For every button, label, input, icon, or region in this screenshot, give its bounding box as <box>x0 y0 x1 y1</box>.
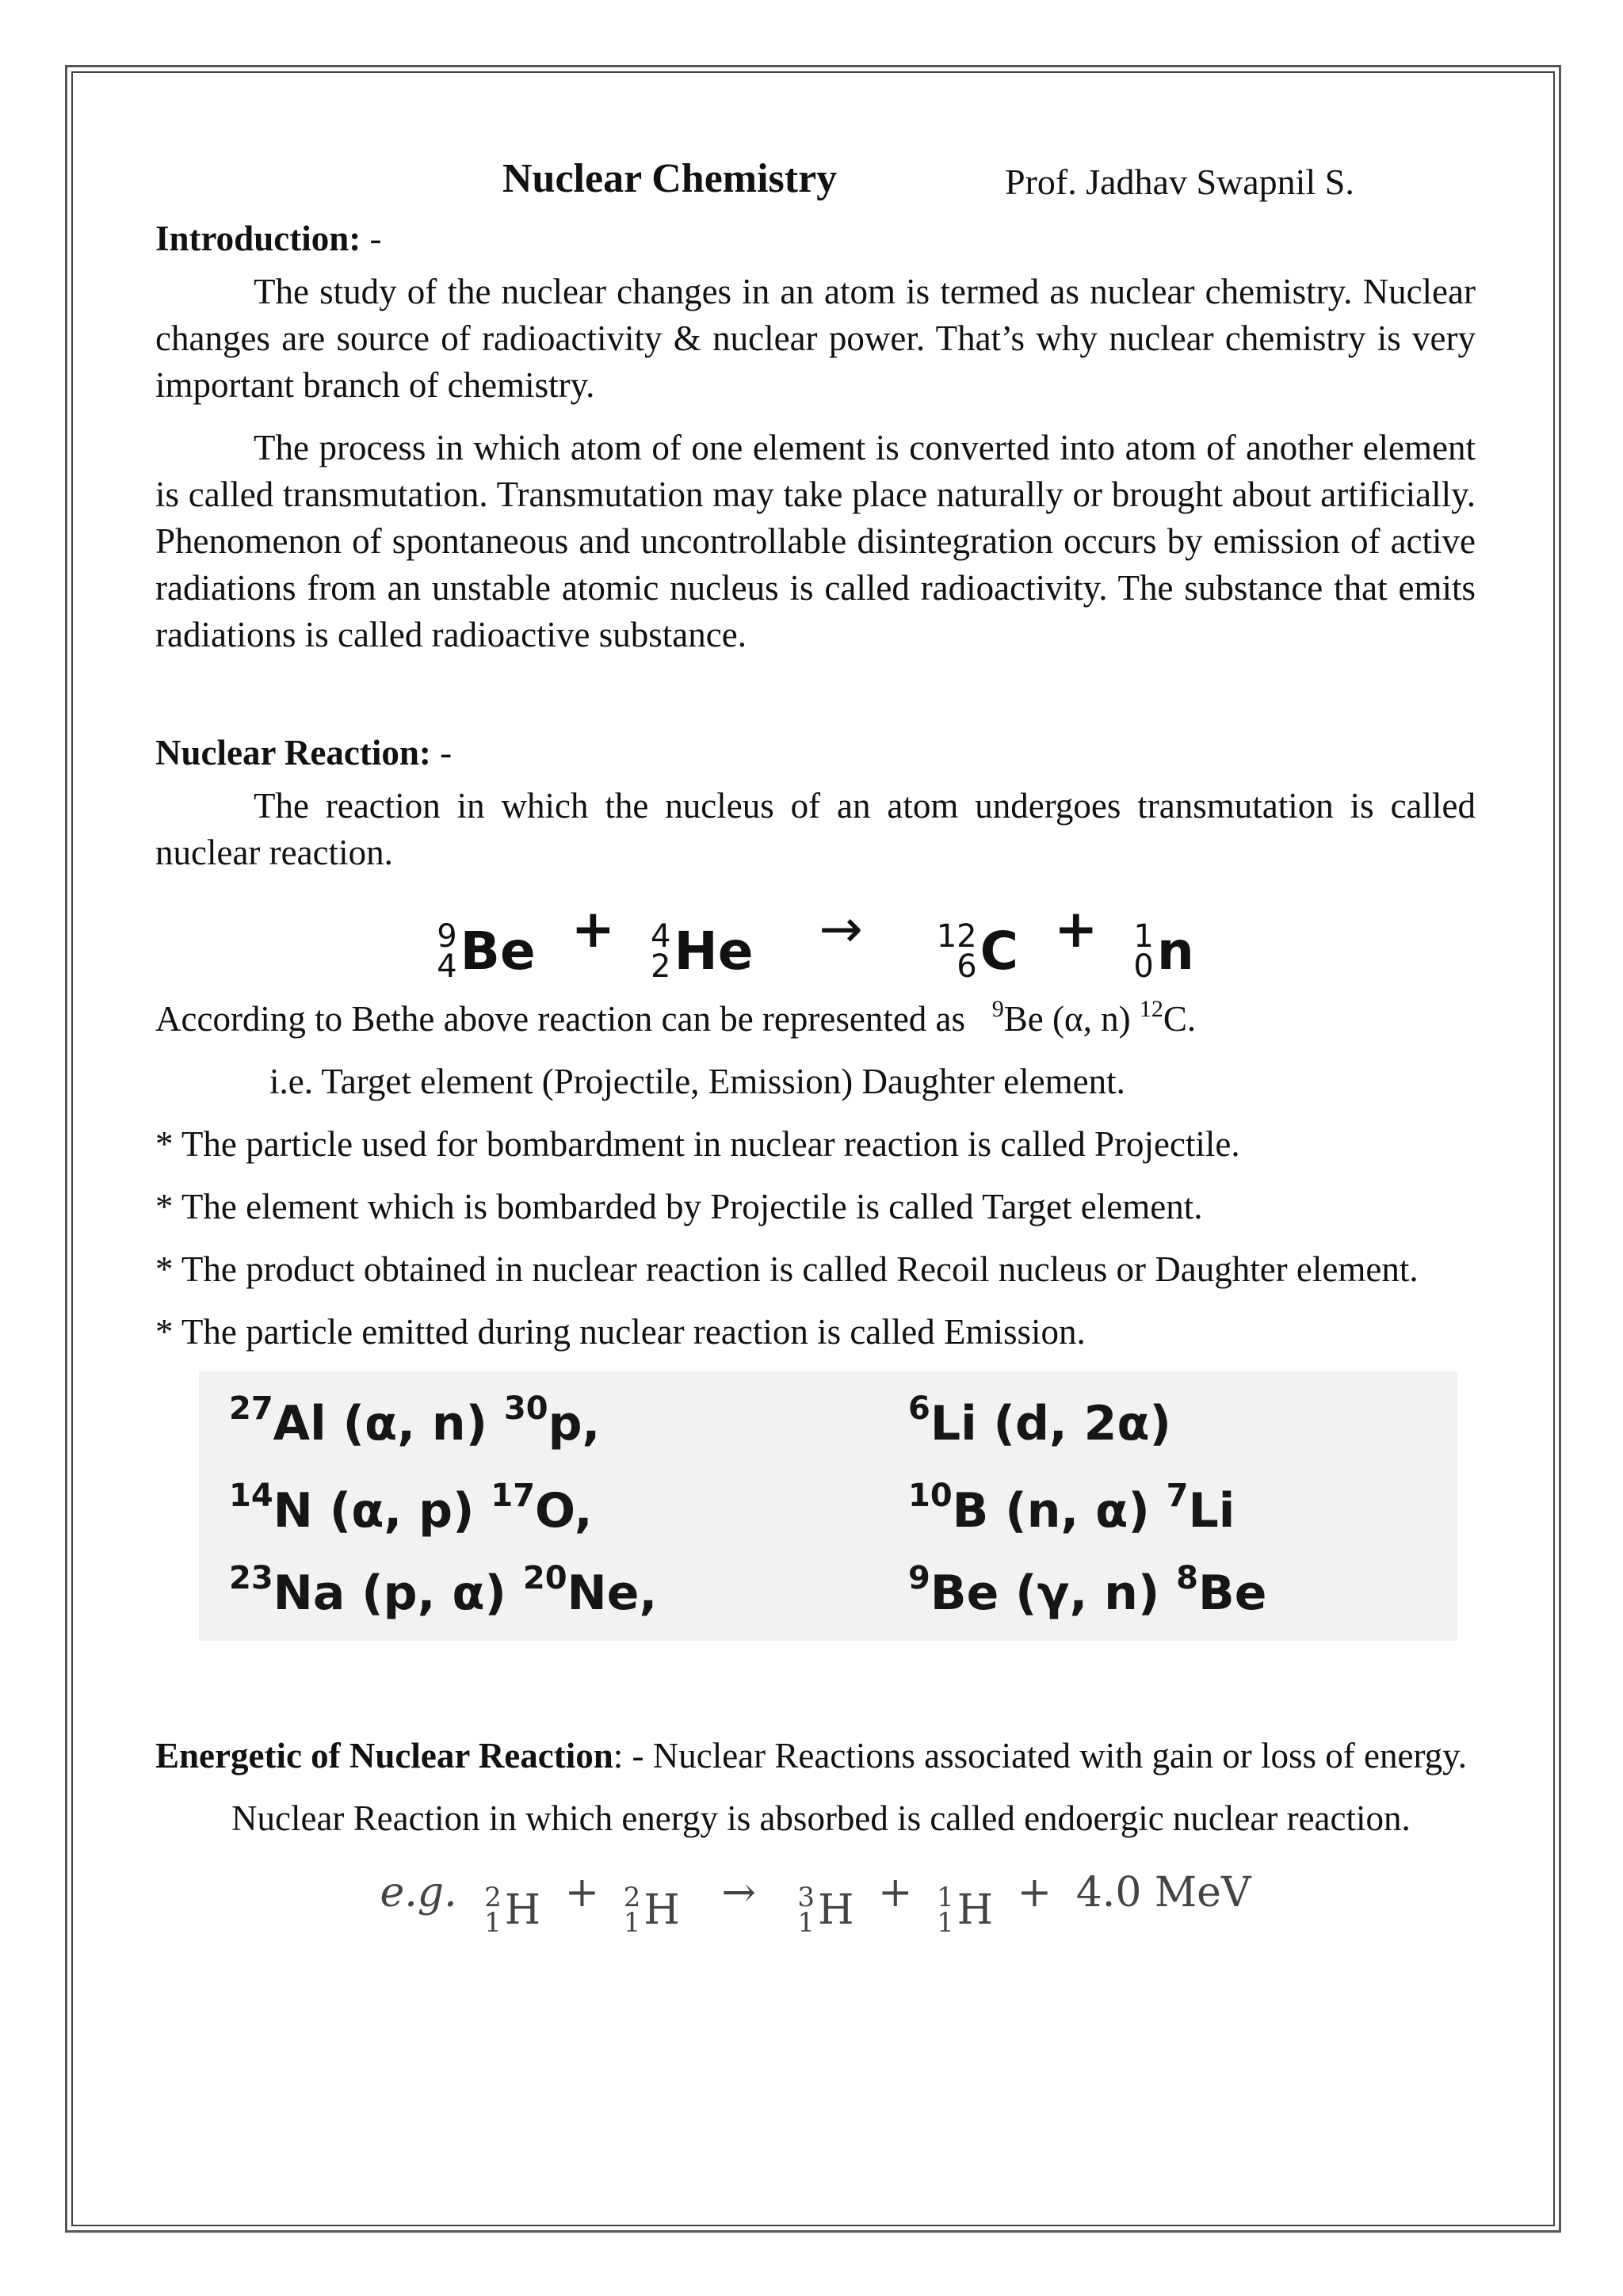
example-lithium: $^6$Li (d, 2α) <box>908 1390 1171 1451</box>
nuclear-reaction-definition: The reaction in which the nucleus of an atom undergoes transmutation is called nuclear reaction. <box>155 786 1476 872</box>
definition-emission: * The particle emitted during nuclear reaction is called Emission. <box>155 1312 1086 1352</box>
definition-target: * The element which is bombarded by Projectile is called Target element. <box>155 1187 1203 1226</box>
reaction-arrow: → <box>819 898 863 959</box>
nuclide-protium: 1 1 H <box>937 1882 994 1939</box>
beryllium-reaction-equation: 9 4 Be + 4 2 He → 12 6 C + 1 0 n <box>155 894 1476 965</box>
nuclear-reaction-heading: Nuclear Reaction: - <box>155 733 453 772</box>
nuclide-neutron: 1 0 n <box>1133 918 1194 985</box>
nuclide-beryllium: 9 4 Be <box>437 918 536 985</box>
example-sodium: $^{23}$Na (p, α) $^{20}$Ne, <box>229 1560 658 1621</box>
endoergic-paragraph: Nuclear Reaction in which energy is absorbed is called endoergic nuclear reaction. <box>231 1798 1411 1838</box>
nuclide-deuterium-2: 2 1 H <box>623 1882 680 1939</box>
energy-value: 4.0 MeV <box>1075 1869 1251 1917</box>
endoergic-equation: e.g. 2 1 H + 2 1 H → 3 1 H + 1 1 H + 4.0 MeV <box>155 1861 1476 1924</box>
document-header <box>155 151 1476 208</box>
nuclide-carbon: 12 6 C <box>936 918 1019 985</box>
example-beryllium: $^9$Be (γ, n) $^8$Be <box>908 1560 1267 1621</box>
introduction-paragraph-1: The study of the nuclear changes in an atom is termed as nuclear chemistry. Nuclear changes are source of radioactivity & nuclear power. That’s why nuclear chemistry is very important branch of chemistry. <box>155 272 1476 405</box>
example-nitrogen: $^{14}$N (α, p) $^{17}$O, <box>229 1478 593 1539</box>
bethe-explanation: i.e. Target element (Projectile, Emission) Daughter element. <box>269 1062 1125 1101</box>
energetic-paragraph: Energetic of Nuclear Reaction: - Nuclear Reactions associated with gain or loss of energy. <box>155 1736 1467 1775</box>
introduction-paragraph-2: The process in which atom of one element is converted into atom of another element is called transmutation. Transmutation may take place naturally or brought about artificially. Phenomenon of spontaneous and uncontrollable disintegration occurs by emission of active radiations from an unstable atomic nucleus is called radioactivity. The substance that emits radiations is called radioactive substance. <box>155 428 1476 654</box>
bethe-notation: According to Bethe above reaction can be represented as $^9$Be (α, n) $^{12}$C. <box>155 996 1197 1039</box>
definition-projectile: * The particle used for bombardment in nuclear reaction is called Projectile. <box>155 1124 1240 1164</box>
document-title: Nuclear Chemistry <box>502 156 838 201</box>
document-page <box>155 151 1476 1939</box>
definition-daughter: * The product obtained in nuclear reaction is called Recoil nucleus or Daughter element. <box>155 1249 1419 1289</box>
nuclide-helium: 4 2 He <box>651 918 754 985</box>
example-boron: $^{10}$B (n, α) $^7$Li <box>908 1478 1235 1539</box>
introduction-heading: Introduction: - <box>155 219 382 258</box>
document-author: Prof. Jadhav Swapnil S. <box>1005 162 1354 202</box>
energetic-heading: Energetic of Nuclear Reaction <box>155 1736 613 1775</box>
nuclide-deuterium-1: 2 1 H <box>484 1882 541 1939</box>
nuclide-tritium: 3 1 H <box>797 1882 854 1939</box>
example-aluminium: $^{27}$Al (α, n) $^{30}$p, <box>229 1390 601 1451</box>
reaction-examples-image <box>199 1371 1457 1641</box>
